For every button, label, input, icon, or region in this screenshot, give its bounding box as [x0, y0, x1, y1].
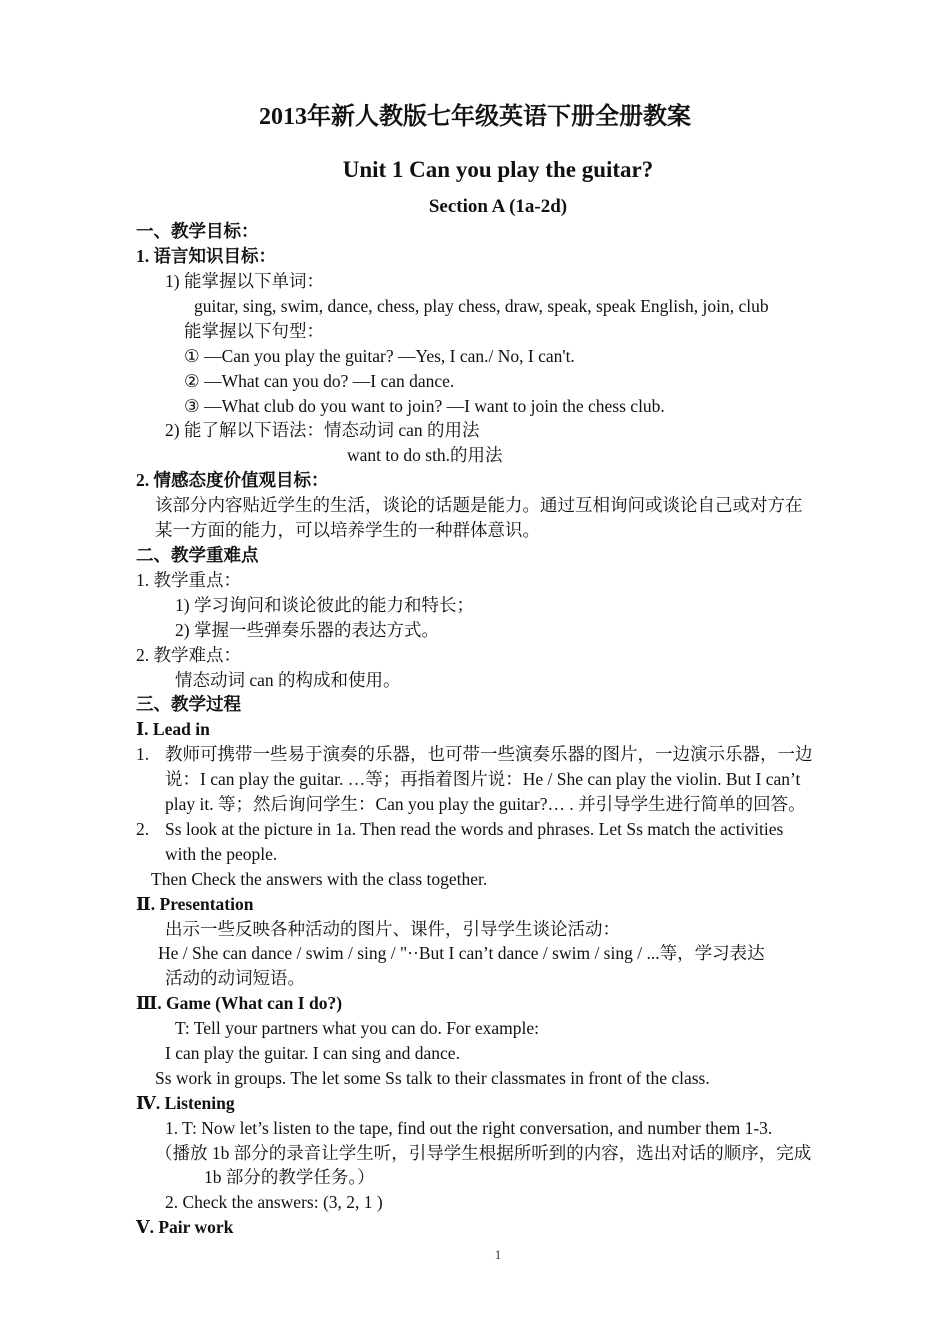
text-line: ② —What can you do? —I can dance.	[184, 371, 455, 391]
text-line: guitar, sing, swim, dance, chess, play chess, draw, speak, speak English, join, club	[194, 296, 769, 316]
text-line: Ss work in groups. The let some Ss talk to their classmates in front of the class.	[155, 1068, 710, 1088]
section-game: Ⅲ. Game (What can I do?)	[136, 993, 343, 1013]
unit-title: Unit 1 Can you play the guitar?	[342, 157, 654, 182]
text-line: 情态动词 can 的构成和使用。	[175, 670, 401, 690]
text-line: Ss look at the picture in 1a. Then read the words and phrases. Let Ss match the activities	[165, 819, 784, 839]
section-lead-in: Ⅰ. Lead in	[136, 719, 210, 739]
text-line: 该部分内容贴近学生的生活，谈论的话题是能力。通过互相询问或谈论自己或对方在	[155, 495, 803, 515]
list-number: 1.	[136, 744, 150, 764]
text-line: 某一方面的能力，可以培养学生的一种群体意识。	[155, 520, 540, 540]
text-line: 教师可携带一些易于演奏的乐器，也可带一些演奏乐器的图片，一边演示乐器，一边	[165, 744, 813, 764]
subheading-language: 1. 语言知识目标：	[136, 246, 276, 266]
text-line: Then Check the answers with the class together.	[151, 869, 488, 889]
text-line: ③ —What club do you want to join? —I want to join the chess club.	[184, 396, 665, 416]
section-listening: Ⅳ. Listening	[136, 1093, 235, 1113]
text-line: 2) 能了解以下语法：情态动词 can 的用法	[165, 420, 480, 440]
section-title: Section A (1a-2d)	[428, 196, 568, 217]
text-line: 出示一些反映各种活动的图片、课件，引导学生谈论活动：	[165, 919, 620, 939]
section-presentation: Ⅱ. Presentation	[136, 894, 254, 914]
text-line: 1. T: Now let’s listen to the tape, find out the right conversation, and number them 1-3.	[165, 1118, 773, 1138]
heading-key-points: 二、教学重难点	[136, 545, 259, 565]
page-number: 1	[494, 1247, 502, 1262]
text-line: with the people.	[165, 844, 278, 864]
section-pair-work: Ⅴ. Pair work	[136, 1217, 234, 1237]
text-line: （播放 1b 部分的录音让学生听，引导学生根据所听到的内容，选出对话的顺序，完成	[155, 1143, 812, 1163]
text-line: 1. 教学重点：	[136, 570, 241, 590]
text-line: 1b 部分的教学任务。）	[204, 1167, 375, 1187]
text-line: play it. 等；然后询问学生：Can you play the guitar?… . 并引导学生进行简单的回答。	[165, 794, 806, 814]
text-line: 活动的动词短语。	[165, 968, 305, 988]
subheading-attitude: 2. 情感态度价值观目标：	[136, 470, 329, 490]
text-line: 1) 学习询问和谈论彼此的能力和特长；	[175, 595, 474, 615]
text-line: 2. Check the answers: (3, 2, 1 )	[165, 1192, 383, 1212]
text-line: 能掌握以下句型：	[184, 321, 324, 341]
list-number: 2.	[136, 819, 150, 839]
text-line: 说：I can play the guitar. …等；再指着图片说：He / She can play the violin. But I can’t	[165, 769, 801, 789]
text-line: ① —Can you play the guitar? —Yes, I can./ No, I can't.	[184, 346, 575, 366]
text-line: He / She can dance / swim / sing / "··But I can’t dance / swim / sing / ...等，学习表达	[158, 943, 765, 963]
text-line: 2. 教学难点：	[136, 645, 241, 665]
text-line: want to do sth.的用法	[347, 445, 503, 465]
heading-process: 三、教学过程	[136, 694, 241, 714]
heading-objectives: 一、教学目标：	[136, 221, 259, 241]
text-line: T: Tell your partners what you can do. For example:	[175, 1018, 540, 1038]
text-line: I can play the guitar. I can sing and dance.	[165, 1043, 460, 1063]
text-line: 2) 掌握一些弹奏乐器的表达方式。	[175, 620, 439, 640]
document-title: 2013年新人教版七年级英语下册全册教案	[259, 104, 691, 130]
text-line: 1) 能掌握以下单词：	[165, 271, 324, 291]
